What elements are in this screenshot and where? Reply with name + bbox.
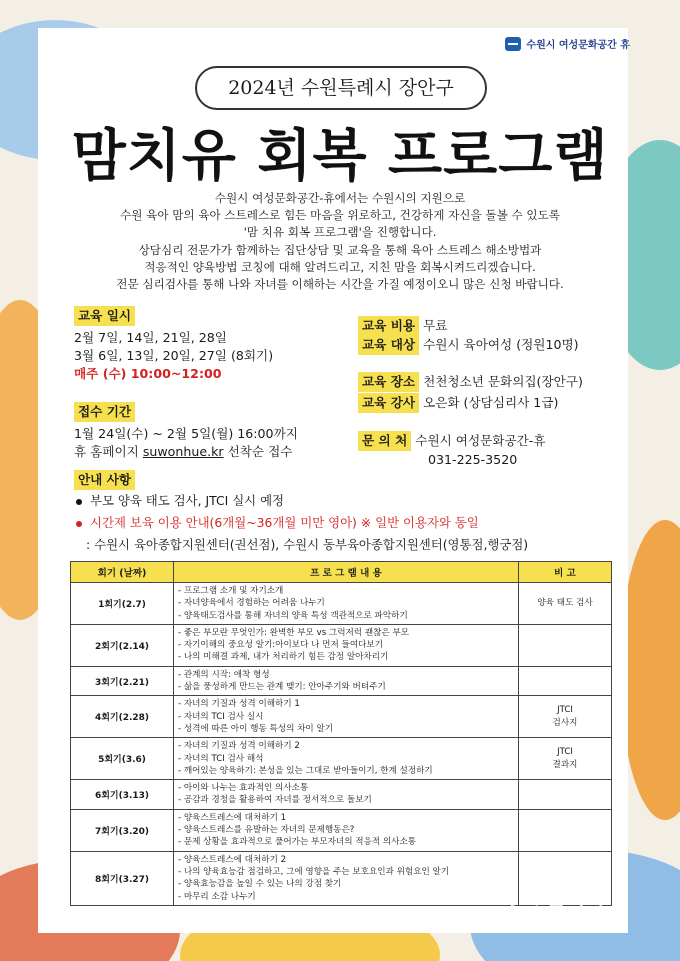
note-cell: JTCI 검사지 [519, 696, 612, 738]
content-item: - 좋은 부모란 무엇인가: 완벽한 부모 vs 그럭저럭 괜찮은 부모 [178, 627, 410, 638]
teacher-value: 오은화 (상담심리사 1급) [423, 395, 559, 410]
notice-item-1 [76, 490, 528, 512]
content-item: - 나의 양육효능감 점검하고, 그에 영향을 주는 보호요인과 위험요인 알기 [178, 866, 450, 877]
table-row [71, 780, 612, 810]
registration-method-suffix: 선착순 접수 [223, 444, 293, 459]
content-item: - 깨어있는 양육하기: 본성을 있는 그대로 받아들이기, 한계 설정하기 [178, 765, 433, 776]
teacher-label: 교육 강사 [358, 393, 419, 413]
table-row [71, 738, 612, 780]
target-row [358, 335, 579, 355]
content-item: - 양육태도검사를 통해 자녀의 양육 특성 객관적으로 파악하기 [178, 610, 408, 621]
header-note: 비 고 [519, 562, 612, 583]
place-value: 천천청소년 문화의집(장안구) [423, 374, 583, 389]
logo-text: 수원시 여성문화공간 휴 [526, 40, 630, 51]
content-item: - 문제 상황을 효과적으로 풀어가는 부모자녀의 적응적 의사소통 [178, 837, 417, 848]
session-cell: 2회기(2.14) [71, 624, 174, 666]
note-cell [519, 780, 612, 810]
header-content: 프 로 그 램 내 용 [174, 562, 519, 583]
orange-shape-right [620, 520, 680, 820]
table-row [71, 666, 612, 696]
notice-item-2-text: 시간제 보육 이용 안내(6개월~36개월 미만 영아) ※ 일반 이용자와 동일 [90, 515, 479, 530]
contact-label: 문 의 처 [358, 431, 411, 451]
content-item: - 양육스트레스에 대처하기 1 [178, 812, 287, 823]
registration-method-prefix: 휴 홈페이지 [74, 444, 143, 459]
content-item: - 자녀의 기질과 성격 이해하기 2 [178, 741, 300, 752]
bullet-icon [76, 499, 82, 505]
place-row [358, 372, 583, 392]
content-item: - 양육스트레스에 대처하기 2 [178, 854, 287, 865]
registration-period: 1월 24일(수) ~ 2월 5일(월) 16:00까지 [74, 426, 298, 441]
content-item: - 자녀양육에서 경험하는 어려움 나누기 [178, 598, 325, 609]
content-cell [174, 780, 519, 810]
content-cell [174, 666, 519, 696]
notice-item-2 [76, 512, 528, 534]
schedule-line-1: 2월 7일, 14일, 21일, 28일 [74, 330, 227, 345]
intro-line: 수원시 여성문화공간-휴에서는 수원시의 지원으로 [214, 191, 466, 205]
schedule-time: 매주 (수) 10:00~12:00 [74, 366, 222, 381]
watermark: 뉴스클리어 [508, 902, 605, 926]
schedule-label: 교육 일시 [74, 306, 135, 326]
session-cell: 6회기(3.13) [71, 780, 174, 810]
intro-line: 전문 심리검사를 통해 나와 자녀를 이해하는 시간을 가질 예정이오니 많은 신청 바랍니다. [116, 277, 564, 292]
notice-item-2-sub: : 수원시 육아종합지원센터(권선점), 수원시 동부육아종합지원센터(영통점,행궁점) [86, 537, 529, 552]
table-row [71, 624, 612, 666]
content-cell [174, 851, 519, 905]
content-item: - 자녀의 TCI 검사 실시 [178, 711, 264, 722]
content-item: - 자녀의 기질과 성격 이해하기 1 [178, 699, 300, 710]
session-cell: 4회기(2.28) [71, 696, 174, 738]
homepage-link[interactable]: suwonhue.kr [142, 444, 224, 459]
logo-mark-icon [505, 37, 521, 51]
page-title: 맘치유 회복 프로그램 [71, 123, 609, 189]
teacher-row [358, 393, 558, 413]
content-item: - 공감과 경청을 활용하여 자녀를 정서적으로 돌보기 [178, 795, 372, 806]
cost-label: 교육 비용 [358, 316, 419, 336]
content-item: - 양육스트레스를 유발하는 자녀의 문제행동은? [178, 825, 355, 836]
intro-line: 수원 육아 맘의 육아 스트레스로 힘든 마음을 위로하고, 건강하게 자신을 돌볼 수 있도록 [120, 208, 560, 223]
content-item: - 프로그램 소개 및 자기소개 [178, 586, 284, 596]
note-cell [519, 809, 612, 851]
content-item: - 관계의 시작: 애착 형성 [178, 669, 270, 680]
contact-row [358, 431, 545, 469]
note-cell [519, 666, 612, 696]
session-cell: 3회기(2.21) [71, 666, 174, 696]
table-row [71, 809, 612, 851]
bullet-icon [76, 521, 82, 527]
table-header-row [71, 562, 612, 583]
content-cell [174, 624, 519, 666]
notice-label-wrap [74, 470, 135, 490]
registration-section [74, 402, 298, 461]
content-item: - 삶을 풍성하게 만드는 관계 맺기: 안아주기와 버텨주기 [178, 682, 386, 693]
program-table [70, 561, 612, 906]
content-cell [174, 809, 519, 851]
organization-logo [505, 36, 630, 51]
target-label: 교육 대상 [358, 335, 419, 355]
table-row [71, 696, 612, 738]
content-item: - 성격에 따른 아이 행동 특성의 차이 알기 [178, 723, 334, 734]
content-item: - 나의 미해결 과제, 내가 처리하기 힘든 감정 알아차리기 [178, 652, 389, 663]
notice-label: 안내 사항 [74, 470, 135, 490]
notice-list [76, 490, 528, 556]
target-value: 수원시 육아여성 (정원10명) [423, 337, 579, 352]
content-item: - 양육효능감을 높일 수 있는 나의 강점 찾기 [178, 879, 342, 890]
cost-value: 무료 [423, 318, 448, 333]
place-label: 교육 장소 [358, 372, 419, 392]
registration-method [74, 443, 298, 461]
note-cell: 양육 태도 검사 [519, 583, 612, 625]
contact-phone: 031-225-3520 [428, 452, 518, 467]
contact-org: 수원시 여성문화공간-휴 [415, 433, 546, 448]
content-cell [174, 583, 519, 625]
intro-line: 상담심리 전문가가 함께하는 집단상담 및 교육을 통해 육아 스트레스 해소방법과 [138, 242, 542, 257]
content-item: - 마무리 소감 나누기 [178, 891, 256, 902]
registration-label: 접수 기간 [74, 402, 135, 422]
content-item: - 자기이해의 중요성 알기:아이보다 나 먼저 들여다보기 [178, 640, 384, 651]
content-item: - 자녀의 TCI 검사 해석 [178, 753, 264, 764]
intro-line: 적응적인 양육방법 코칭에 대해 알려드리고, 지친 맘을 회복시켜드리겠습니다. [144, 259, 536, 274]
subtitle: 2024년 수원특례시 장안구 [195, 66, 487, 110]
schedule-section [74, 306, 273, 383]
notice-item-1-text: 부모 양육 태도 검사, JTCI 실시 예정 [90, 493, 285, 508]
session-cell: 1회기(2.7) [71, 583, 174, 625]
session-cell: 5회기(3.6) [71, 738, 174, 780]
content-cell [174, 738, 519, 780]
schedule-line-2: 3월 6일, 13일, 20일, 27일 (8회기) [74, 348, 274, 363]
intro-line: '맘 치유 회복 프로그램'을 진행합니다. [243, 225, 437, 240]
header-session: 회기 (날짜) [71, 562, 174, 583]
intro-text [0, 190, 680, 293]
session-cell: 8회기(3.27) [71, 851, 174, 905]
cost-row [358, 316, 447, 336]
note-cell: JTCI 결과지 [519, 738, 612, 780]
note-cell [519, 624, 612, 666]
session-cell: 7회기(3.20) [71, 809, 174, 851]
table-row [71, 583, 612, 625]
content-cell [174, 696, 519, 738]
content-item: - 아이와 나누는 효과적인 의사소통 [178, 783, 309, 794]
